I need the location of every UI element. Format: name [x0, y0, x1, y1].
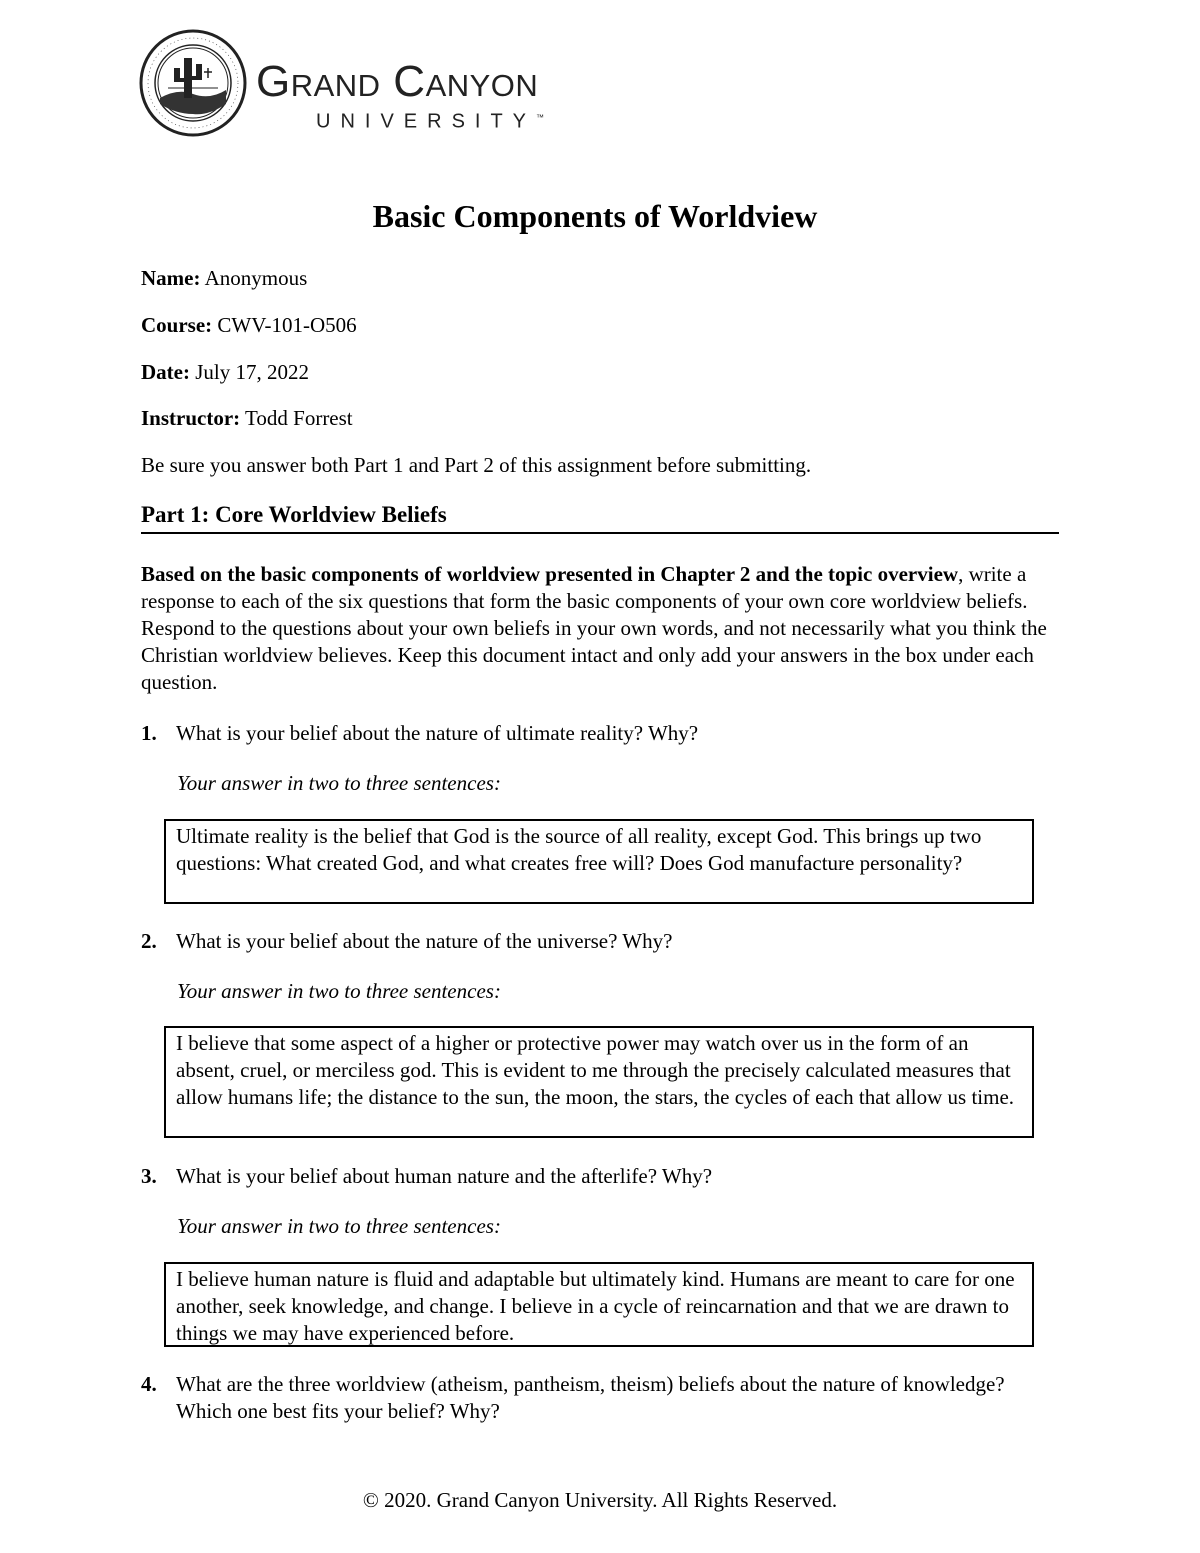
instructor-line — [141, 406, 353, 431]
date-value: July 17, 2022 — [195, 360, 309, 384]
question-2 — [141, 928, 1061, 955]
part1-intro — [141, 561, 1061, 696]
wordmark-main: Grand Canyon — [256, 57, 539, 106]
name-value: Anonymous — [204, 266, 308, 290]
question-number: 3. — [141, 1164, 157, 1188]
question-text: What is your belief about human nature and the afterlife? Why? — [176, 1164, 713, 1188]
answer-prompt: Your answer in two to three sentences: — [177, 979, 501, 1003]
question-number: 4. — [141, 1372, 157, 1396]
course-label: Course: — [141, 313, 213, 337]
instruction-text: Be sure you answer both Part 1 and Part 2 of this assignment before submitting. — [141, 453, 812, 477]
question-text: What is your belief about the nature of ultimate reality? Why? — [176, 721, 699, 745]
question-text: What are the three worldview (atheism, pantheism, theism) beliefs about the nature of knowledge? Which one best fits your belief? Why? — [176, 1372, 1005, 1423]
university-logo — [138, 28, 638, 138]
answer-prompt: Your answer in two to three sentences: — [177, 771, 501, 795]
gcu-seal-icon — [138, 28, 248, 138]
answer-box-1[interactable] — [164, 819, 1034, 904]
part1-heading: Part 1: Core Worldview Beliefs — [141, 502, 1059, 534]
answer-text: I believe that some aspect of a higher or protective power may watch over us in the form of an absent, cruel, or merciless god. This is evident to me through the precisely calculated measures that allow humans life; the distance to the sun, the moon, the stars, the cycles of each that allow us time. — [176, 1031, 1015, 1109]
answer-prompt: Your answer in two to three sentences: — [177, 1214, 501, 1238]
date-label: Date: — [141, 360, 190, 384]
answer-box-3[interactable] — [164, 1262, 1034, 1347]
course-line — [141, 313, 357, 338]
instructor-label: Instructor: — [141, 406, 241, 430]
part1-intro-bold: Based on the basic components of worldview presented in Chapter 2 and the topic overview — [141, 562, 959, 586]
question-number: 2. — [141, 929, 157, 953]
question-4 — [141, 1371, 1061, 1425]
trademark-symbol: ™ — [536, 113, 545, 122]
name-line — [141, 266, 307, 291]
answer-text: I believe human nature is fluid and adaptable but ultimately kind. Humans are meant to care for one another, seek knowledge, and change. I believe in a cycle of reincarnation and that we are drawn to things we may have experienced before. — [176, 1267, 1015, 1345]
wordmark-sub — [316, 106, 544, 134]
copyright-footer: © 2020. Grand Canyon University. All Rights Reserved. — [362, 1488, 838, 1512]
answer-text: Ultimate reality is the belief that God is the source of all reality, except God. This brings up two questions: What created God, and what creates free will? Does God manufacture personality? — [176, 824, 982, 875]
instructor-value: Todd Forrest — [245, 406, 353, 430]
name-label: Name: — [141, 266, 201, 290]
answer-box-2[interactable] — [164, 1026, 1034, 1138]
date-line — [141, 360, 309, 385]
part1-intro-rest: , write a response to each of the six questions that form the basic components of your own core worldview beliefs. Respond to the questions about your own beliefs in your own words, and not necessarily what you think the Christian worldview believes. Keep this document intact and only add your answers in the box under each question. — [141, 562, 1047, 694]
wordmark-sub-text: UNIVERSITY — [316, 110, 537, 133]
course-value: CWV-101-O506 — [217, 313, 357, 337]
question-3 — [141, 1163, 1061, 1190]
question-1 — [141, 720, 1061, 747]
document-title: Basic Components of Worldview — [372, 198, 818, 234]
university-wordmark — [256, 57, 545, 134]
question-number: 1. — [141, 721, 157, 745]
question-text: What is your belief about the nature of the universe? Why? — [176, 929, 673, 953]
